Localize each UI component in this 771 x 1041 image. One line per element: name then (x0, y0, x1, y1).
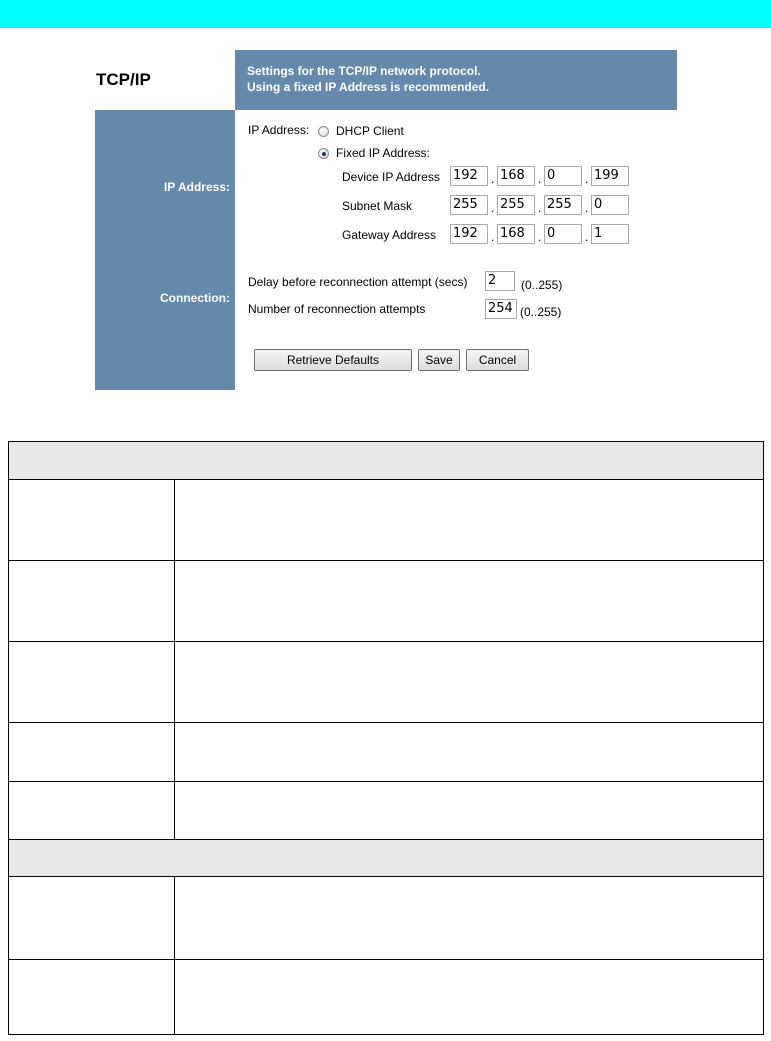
ip-separator: . (585, 172, 589, 186)
ip-separator: . (538, 172, 542, 186)
table-row (9, 723, 763, 782)
table-row (9, 642, 763, 723)
cancel-button[interactable]: Cancel (466, 349, 529, 371)
device-ip-octet-4[interactable]: 199 (591, 166, 629, 186)
description-table (8, 441, 764, 1035)
dhcp-client-label[interactable]: DHCP Client (336, 124, 404, 138)
device-ip-label: Device IP Address (342, 170, 440, 184)
subnet-mask-octet-3[interactable]: 255 (544, 195, 582, 215)
ip-separator: . (491, 230, 495, 244)
attempts-input[interactable]: 254 (485, 299, 517, 319)
ip-separator: . (491, 172, 495, 186)
subnet-mask-label: Subnet Mask (342, 199, 413, 213)
ip-separator: . (491, 201, 495, 215)
header-line-2: Using a fixed IP Address is recommended. (247, 80, 490, 94)
ip-separator: . (538, 201, 542, 215)
retrieve-defaults-button[interactable]: Retrieve Defaults (254, 349, 412, 371)
side-label-connection: Connection: (160, 291, 230, 305)
ip-separator: . (538, 230, 542, 244)
subnet-mask-octet-1[interactable]: 255 (450, 195, 488, 215)
save-button[interactable]: Save (418, 349, 460, 371)
attempts-range: (0..255) (520, 305, 562, 319)
attempts-label: Number of reconnection attempts (248, 302, 426, 316)
subnet-mask-octet-2[interactable]: 255 (497, 195, 535, 215)
device-ip-octet-2[interactable]: 168 (497, 166, 535, 186)
fixed-ip-label[interactable]: Fixed IP Address: (336, 146, 430, 160)
gateway-octet-1[interactable]: 192 (450, 224, 488, 244)
top-banner (0, 0, 771, 28)
table-section-header (9, 840, 763, 877)
table-row (9, 877, 763, 960)
delay-label: Delay before reconnection attempt (secs) (248, 275, 468, 289)
table-row (9, 960, 763, 1034)
side-label-ip-address: IP Address: (163, 180, 230, 194)
ip-address-label: IP Address: (248, 123, 310, 137)
panel-header (235, 50, 677, 110)
ip-separator: . (585, 201, 589, 215)
table-row (9, 480, 763, 561)
device-ip-octet-1[interactable]: 192 (450, 166, 488, 186)
delay-range: (0..255) (521, 278, 563, 292)
delay-input[interactable]: 2 (485, 271, 515, 291)
page-title: TCP/IP (95, 50, 235, 110)
device-ip-octet-3[interactable]: 0 (544, 166, 582, 186)
gateway-octet-2[interactable]: 168 (497, 224, 535, 244)
gateway-address-label: Gateway Address (342, 228, 437, 242)
dhcp-client-radio[interactable] (318, 126, 329, 137)
gateway-octet-3[interactable]: 0 (544, 224, 582, 244)
header-line-1: Settings for the TCP/IP network protocol. (247, 64, 481, 78)
panel-body (235, 110, 677, 390)
subnet-mask-octet-4[interactable]: 0 (591, 195, 629, 215)
sidebar (95, 110, 235, 390)
gateway-octet-4[interactable]: 1 (591, 224, 629, 244)
table-section-header (9, 442, 763, 480)
fixed-ip-radio[interactable] (318, 148, 329, 159)
tcpip-settings-panel (95, 50, 677, 390)
ip-separator: . (585, 230, 589, 244)
table-row (9, 782, 763, 840)
table-row (9, 561, 763, 642)
